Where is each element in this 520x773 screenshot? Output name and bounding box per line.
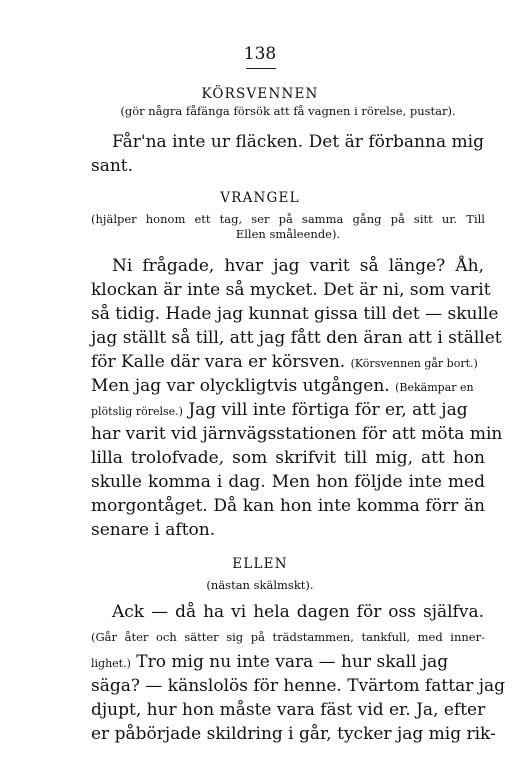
dialogue-line: säga? — känslolös för henne. Tvärtom fattar jag [91,676,506,696]
dialogue-line [91,398,485,424]
dialogue-text: Jag vill inte förtiga för er, att jag [188,400,468,420]
dialogue-line: så tidig. Hade jag kunnat gissa till det — skulle [91,304,499,324]
speaker-ellen: ELLEN [232,556,288,572]
stage-direction: (gör några fåfänga försök att få vagnen i rörelse, pustar). [120,104,456,118]
speaker-vrangel: VRANGEL [220,190,300,206]
dialogue-line: Får'na inte ur fläcken. Det är förbanna mig [112,132,484,152]
dialogue-line [91,650,485,676]
dialogue-line: skulle komma i dag. Men hon följde inte med [91,472,485,492]
dialogue-line: klockan är inte så mycket. Det är ni, som varit [91,280,491,300]
speaker-korsvennen: KÖRSVENNEN [201,86,319,102]
dialogue-line: sant. [91,156,134,176]
stage-direction: (nästan skälmskt). [206,578,314,592]
dialogue-text: Men jag var olyckligtvis utgången. [91,376,390,396]
inline-stage-direction: plötslig rörelse.) [91,405,183,418]
dialogue-line: djupt, hur hon måste vara fäst vid er. Ja, efter [91,700,486,720]
dialogue-line: lilla trolofvade, som skrifvit till mig, att hon [91,448,485,468]
page-number: 138 [243,44,277,64]
dialogue-line: senare i afton. [91,520,216,540]
inline-stage-direction: (Går åter och sätter sig på trädstammen, tankfull, med inner- [91,630,485,644]
dialogue-line: Ni frågade, hvar jag varit så länge? Åh, [112,256,484,276]
dialogue-line [91,350,485,376]
dialogue-line: har varit vid järnvägsstationen för att möta min [91,424,503,444]
dialogue-text: för Kalle där vara er körsven. [91,352,346,372]
inline-stage-direction: (Körsvennen går bort.) [350,357,478,370]
page-number-rule [246,68,276,69]
inline-stage-direction: lighet.) [91,657,131,670]
dialogue-line [91,374,485,400]
stage-direction: Ellen småleende). [235,227,341,241]
dialogue-text: Tro mig nu inte vara — hur skall jag [136,652,449,672]
dialogue-line: morgontåget. Då kan hon inte komma förr än [91,496,485,516]
stage-direction: (hjälper honom ett tag, ser på samma gång på sitt ur. Till [91,212,485,226]
dialogue-line: jag ställt så till, att jag fått den äran att i stället [91,328,502,348]
inline-stage-direction: (Bekämpar en [395,381,474,394]
dialogue-line: Ack — då hа vi hela dagen för oss själfva. [112,602,484,622]
dialogue-line: er påbörjade skildring i går, tycker jag mig rik- [91,724,496,744]
